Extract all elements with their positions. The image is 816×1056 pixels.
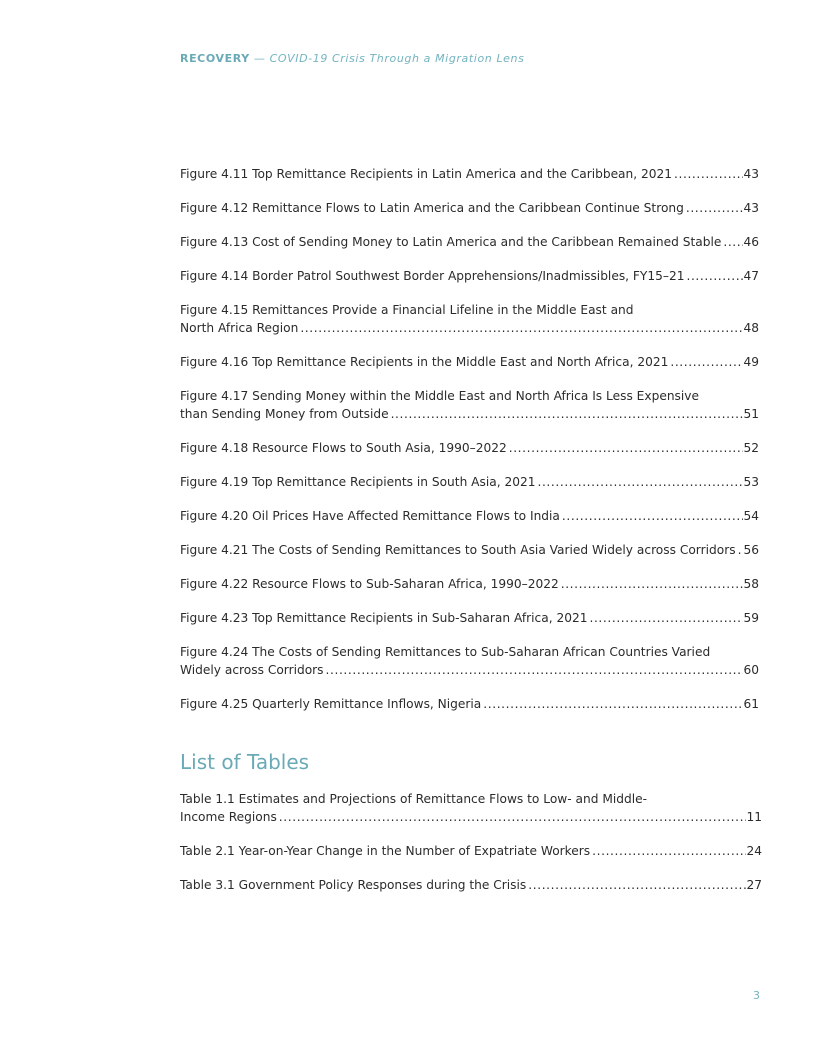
leader-dots (277, 808, 747, 826)
toc-entry-figure-4-22[interactable] (180, 575, 759, 593)
entry-page: 48 (743, 321, 759, 335)
page-number: 3 (753, 989, 760, 1002)
entry-title: Figure 4.21 The Costs of Sending Remittances to South Asia Varied Widely across Corridors (180, 543, 736, 557)
entry-page: 53 (743, 475, 759, 489)
toc-entry-figure-4-12[interactable] (180, 199, 759, 217)
entry-page: 61 (743, 697, 759, 711)
entry-title: Table 3.1 Government Policy Responses during the Crisis (180, 878, 527, 892)
toc-entry-table-3-1[interactable] (180, 876, 762, 894)
toc-entry-table-2-1[interactable] (180, 842, 762, 860)
toc-entry-figure-4-23[interactable] (180, 609, 759, 627)
leader-dots (684, 199, 744, 217)
toc-entry-figure-4-21[interactable] (180, 541, 759, 559)
leader-dots (507, 439, 744, 457)
entry-page: 49 (743, 355, 759, 369)
leader-dots (559, 575, 744, 593)
list-of-figures (180, 165, 759, 729)
entry-title: Figure 4.13 Cost of Sending Money to Latin America and the Caribbean Remained Stable (180, 235, 722, 249)
entry-title: Figure 4.12 Remittance Flows to Latin America and the Caribbean Continue Strong (180, 201, 684, 215)
toc-entry-figure-4-20[interactable] (180, 507, 759, 525)
toc-entry-figure-4-24[interactable] (180, 643, 759, 679)
entry-title: Table 2.1 Year-on-Year Change in the Number of Expatriate Workers (180, 844, 591, 858)
entry-page: 46 (743, 235, 759, 249)
leader-dots (324, 661, 744, 679)
entry-page: 60 (743, 663, 759, 677)
leader-dots (535, 473, 743, 491)
entry-page: 59 (743, 611, 759, 625)
entry-page: 11 (746, 810, 762, 824)
leader-dots (736, 541, 744, 559)
toc-entry-figure-4-19[interactable] (180, 473, 759, 491)
entry-title: Figure 4.16 Top Remittance Recipients in the Middle East and North Africa, 2021 (180, 355, 669, 369)
leader-dots (684, 267, 743, 285)
entry-page: 47 (743, 269, 759, 283)
toc-entry-figure-4-13[interactable] (180, 233, 759, 251)
header-separator: — (249, 52, 270, 65)
toc-entry-figure-4-14[interactable] (180, 267, 759, 285)
entry-page: 43 (743, 201, 759, 215)
entry-title-line-1: Figure 4.24 The Costs of Sending Remittances to Sub-Saharan African Countries Varied (180, 645, 711, 659)
entry-page: 52 (743, 441, 759, 455)
leader-dots (298, 319, 743, 337)
list-of-tables (180, 790, 762, 910)
header-series: RECOVERY (180, 52, 250, 65)
leader-dots (526, 876, 746, 894)
entry-title: Figure 4.22 Resource Flows to Sub-Saharan Africa, 1990–2022 (180, 577, 559, 591)
leader-dots (721, 233, 743, 251)
entry-page: 54 (743, 509, 759, 523)
toc-entry-figure-4-18[interactable] (180, 439, 759, 457)
entry-title: Figure 4.19 Top Remittance Recipients in South Asia, 2021 (180, 475, 536, 489)
leader-dots (672, 165, 743, 183)
entry-title-line-1: Figure 4.17 Sending Money within the Middle East and North Africa Is Less Expensive (180, 389, 699, 403)
entry-page: 56 (743, 543, 759, 557)
entry-title: Figure 4.11 Top Remittance Recipients in Latin America and the Caribbean, 2021 (180, 167, 673, 181)
entry-title-line-2: North Africa Region (180, 321, 299, 335)
entry-title-line-2: Widely across Corridors (180, 663, 324, 677)
toc-entry-figure-4-17[interactable] (180, 387, 759, 423)
entry-page: 58 (743, 577, 759, 591)
entry-page: 43 (743, 167, 759, 181)
toc-entry-figure-4-11[interactable] (180, 165, 759, 183)
leader-dots (389, 405, 744, 423)
entry-title-line-1: Table 1.1 Estimates and Projections of Remittance Flows to Low- and Middle- (180, 792, 647, 806)
entry-title-line-2: Income Regions (180, 810, 277, 824)
running-header (180, 52, 524, 65)
toc-entry-table-1-1[interactable] (180, 790, 762, 826)
entry-title-line-2: than Sending Money from Outside (180, 407, 389, 421)
toc-entry-figure-4-25[interactable] (180, 695, 759, 713)
entry-page: 27 (746, 878, 762, 892)
leader-dots (587, 609, 743, 627)
toc-entry-figure-4-15[interactable] (180, 301, 759, 337)
leader-dots (481, 695, 743, 713)
entry-title: Figure 4.20 Oil Prices Have Affected Remittance Flows to India (180, 509, 560, 523)
entry-title: Figure 4.14 Border Patrol Southwest Border Apprehensions/Inadmissibles, FY15–21 (180, 269, 685, 283)
list-of-tables-heading: List of Tables (180, 750, 310, 774)
entry-page: 24 (746, 844, 762, 858)
toc-entry-figure-4-16[interactable] (180, 353, 759, 371)
entry-title-line-1: Figure 4.15 Remittances Provide a Financial Lifeline in the Middle East and (180, 303, 634, 317)
entry-title: Figure 4.25 Quarterly Remittance Inflows, Nigeria (180, 697, 482, 711)
header-title: COVID-19 Crisis Through a Migration Lens (269, 52, 525, 65)
leader-dots (560, 507, 744, 525)
leader-dots (590, 842, 746, 860)
entry-title: Figure 4.23 Top Remittance Recipients in Sub-Saharan Africa, 2021 (180, 611, 588, 625)
leader-dots (668, 353, 743, 371)
entry-title: Figure 4.18 Resource Flows to South Asia, 1990–2022 (180, 441, 507, 455)
entry-page: 51 (743, 407, 759, 421)
